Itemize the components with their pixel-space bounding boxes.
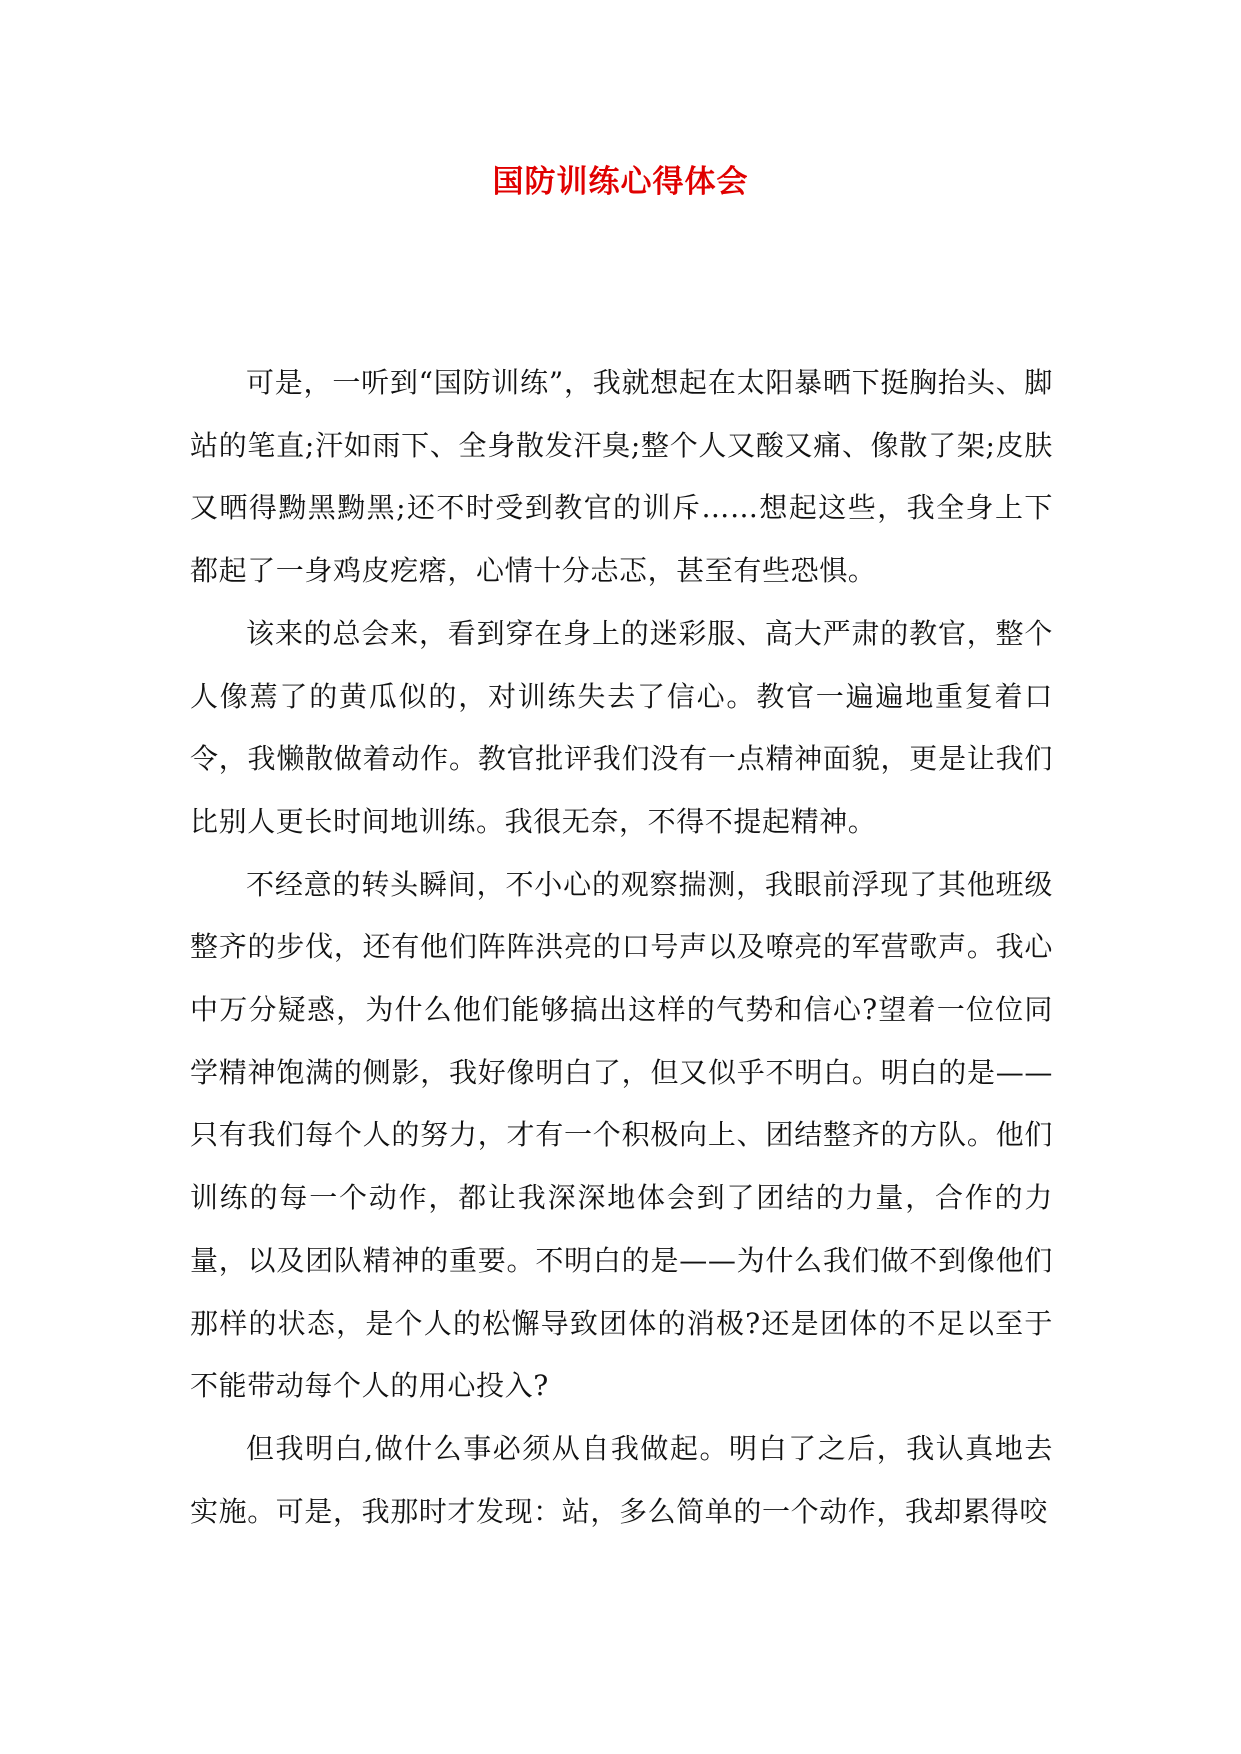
paragraph: 但我明白,做什么事必须从自我做起。明白了之后，我认真地去实施。可是，我那时才发现：站，多么简单的一个动作，我却累得咬 (190, 1431, 1053, 1528)
paragraph: 该来的总会来，看到穿在身上的迷彩服、高大严肃的教官，整个人像蔫了的黄瓜似的，对训练失去了信心。教官一遍遍地重复着口令，我懒散做着动作。教官批评我们没有一点精神面貌，更是让我们比别人更长时间地训练。我很无奈，不得不提起精神。 (190, 616, 1053, 838)
document-body (190, 352, 1053, 1543)
paragraph: 不经意的转头瞬间，不小心的观察揣测，我眼前浮现了其他班级整齐的步伐，还有他们阵阵洪亮的口号声以及嘹亮的军营歌声。我心中万分疑惑，为什么他们能够搞出这样的气势和信心?望着一位位同学精神饱满的侧影，我好像明白了，但又似乎不明白。明白的是——只有我们每个人的努力，才有一个积极向上、团结整齐的方队。他们训练的每一个动作，都让我深深地体会到了团结的力量，合作的力量，以及团队精神的重要。不明白的是——为什么我们做不到像他们那样的状态，是个人的松懈导致团体的消极?还是团体的不足以至于不能带动每个人的用心投入? (190, 867, 1053, 1403)
document-title: 国防训练心得体会 (492, 164, 749, 200)
paragraph: 可是，一听到“国防训练”，我就想起在太阳暴晒下挺胸抬头、脚站的笔直;汗如雨下、全身散发汗臭;整个人又酸又痛、像散了架;皮肤又晒得黝黑黝黑;还不时受到教官的训斥……想起这些，我全身上下都起了一身鸡皮疙瘩，心情十分忐忑，甚至有些恐惧。 (190, 366, 1053, 588)
